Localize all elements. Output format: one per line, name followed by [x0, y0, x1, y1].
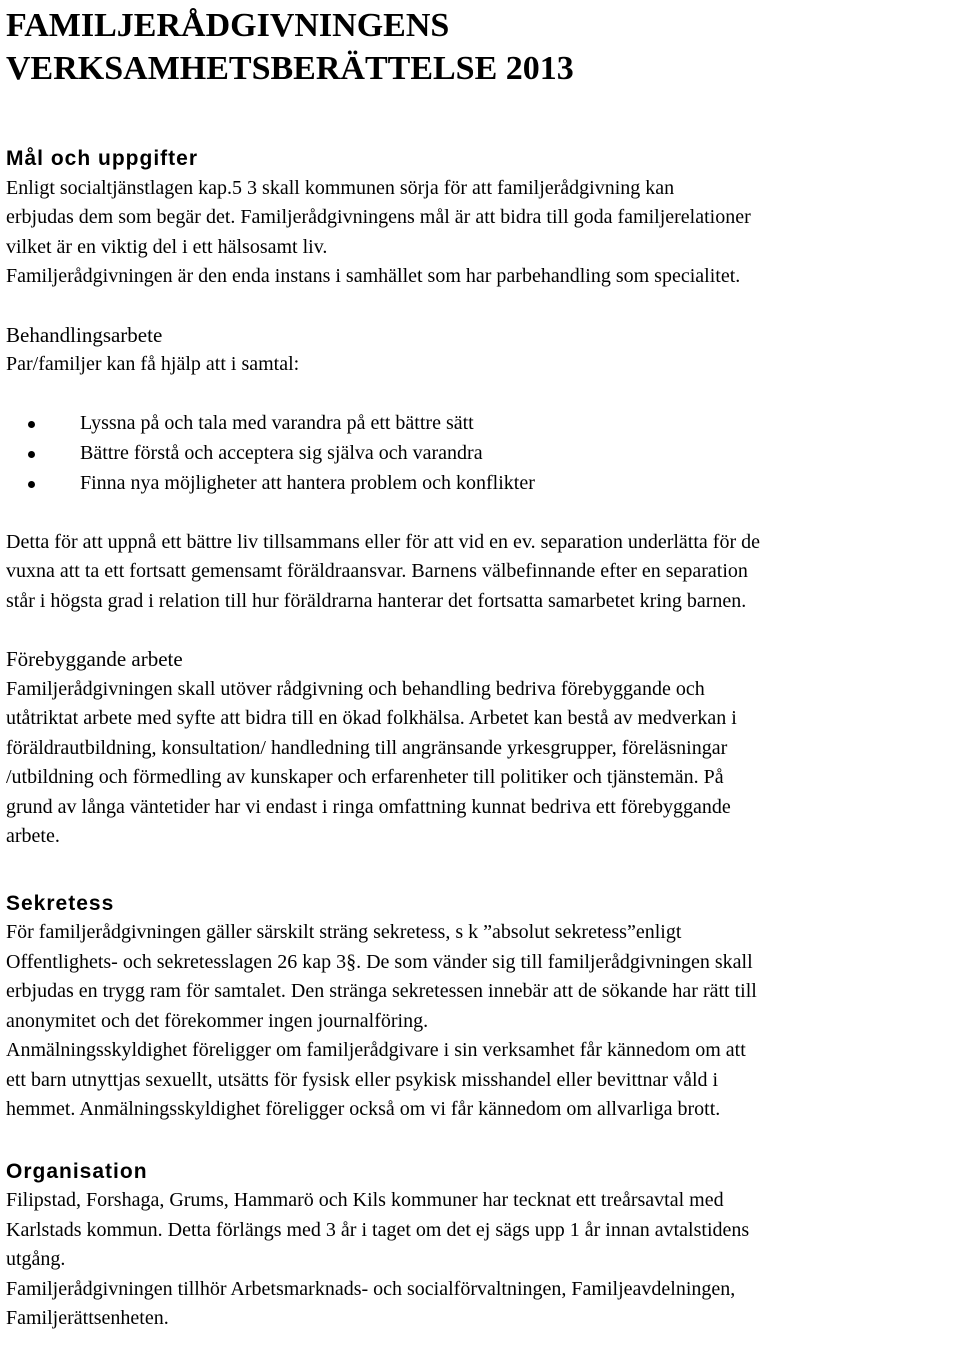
paragraph-line: För familjerådgivningen gäller särskilt sträng sekretess, s k ”absolut sekretess”enligt [6, 921, 682, 943]
paragraph-line: utåtriktat arbete med syfte att bidra till en ökad folkhälsa. Arbetet kan bestå av medverkan i [6, 707, 737, 729]
section-organisation [6, 1157, 958, 1334]
section-behandlingsarbete [6, 321, 958, 617]
paragraph-line: erbjudas dem som begär det. Familjerådgivningens mål är att bidra till goda familjerelationer [6, 206, 751, 228]
list-item [6, 409, 958, 439]
paragraph-line: arbete. [6, 825, 60, 847]
paragraph-line: Familjerådgivningen skall utöver rådgivning och behandling bedriva förebyggande och [6, 677, 705, 700]
bullet-icon [28, 421, 35, 428]
section-heading: Mål och uppgifter [6, 147, 198, 170]
paragraph-line: Detta för att uppnå ett bättre liv tillsammans eller för att vid en ev. separation underlätta för de [6, 530, 760, 553]
section-forebyggande-arbete [6, 645, 958, 852]
document-title [6, 0, 958, 90]
paragraph-line: föräldrautbildning, konsultation/ handledning till angränsande yrkesgrupper, föreläsningar [6, 736, 728, 759]
paragraph-line: Familjerådgivningen tillhör Arbetsmarknads- och socialförvaltningen, Familjeavdelningen, [6, 1277, 736, 1300]
section-heading: Organisation [6, 1159, 148, 1183]
paragraph-line: vuxna att ta ett fortsatt gemensamt föräldraansvar. Barnens välbefinnande efter en separation [6, 560, 748, 582]
title-line-2: VERKSAMHETSBERÄTTELSE 2013 [6, 50, 574, 87]
list-item [6, 439, 958, 469]
bullet-list [6, 409, 958, 499]
list-item [6, 469, 958, 499]
paragraph-line: Filipstad, Forshaga, Grums, Hammarö och Kils kommuner har tecknat ett treårsavtal med [6, 1189, 724, 1211]
paragraph-line: Karlstads kommun. Detta förlängs med 3 år i taget om det ej sägs upp 1 år innan avtalstidens [6, 1218, 750, 1241]
bullet-icon [28, 481, 35, 488]
bullet-icon [28, 451, 35, 458]
paragraph-line: grund av långa väntetider har vi endast i ringa omfattning kunnat bedriva ett förebyggande [6, 795, 731, 818]
paragraph-line: Anmälningsskyldighet föreligger om familjerådgivare i sin verksamhet får kännedom om att [6, 1039, 746, 1061]
paragraph-line: hemmet. Anmälningsskyldighet föreligger också om vi får kännedom om allvarliga brott. [6, 1098, 721, 1120]
paragraph-line: ett barn utnyttjas sexuellt, utsätts för fysisk eller psykisk misshandel eller bevittnar våld i [6, 1068, 719, 1091]
section-sekretess [6, 889, 958, 1125]
paragraph-line: /utbildning och förmedling av kunskaper och erfarenheter till politiker och tjänstemän. På [6, 766, 724, 788]
section-heading: Sekretess [6, 891, 115, 915]
paragraph-line: Par/familjer kan få hjälp att i samtal: [6, 353, 300, 375]
list-item-text: Lyssna på och tala med varandra på ett bättre sätt [80, 411, 474, 434]
list-item-text: Finna nya möjligheter att hantera problem och konflikter [80, 471, 535, 494]
list-item-text: Bättre förstå och acceptera sig själva och varandra [80, 441, 483, 464]
paragraph-line: Offentlighets- och sekretesslagen 26 kap 3§. De som vänder sig till familjerådgivningen skall [6, 950, 753, 973]
document-page [6, 0, 958, 1334]
paragraph-line: vilket är en viktig del i ett hälsosamt liv. [6, 235, 328, 258]
paragraph-line: Enligt socialtjänstlagen kap.5 3 skall kommunen sörja för att familjerådgivning kan [6, 176, 675, 199]
title-line-1: FAMILJERÅDGIVNINGENS [6, 7, 450, 44]
section-heading: Behandlingsarbete [6, 322, 163, 347]
paragraph-line: erbjudas en trygg ram för samtalet. Den stränga sekretessen innebär att de sökande har rätt till [6, 980, 757, 1002]
paragraph-line: utgång. [6, 1248, 66, 1270]
section-heading: Förebyggande arbete [6, 647, 183, 671]
section-mal-och-uppgifter [6, 144, 958, 292]
paragraph-line: anonymitet och det förekommer ingen journalföring. [6, 1009, 429, 1032]
paragraph-line: Familjerättsenheten. [6, 1307, 169, 1329]
paragraph-line: står i högsta grad i relation till hur föräldrarna hanterar det fortsatta samarbetet kring barnen. [6, 589, 747, 612]
paragraph-line: Familjerådgivningen är den enda instans i samhället som har parbehandling som specialitet. [6, 265, 741, 287]
